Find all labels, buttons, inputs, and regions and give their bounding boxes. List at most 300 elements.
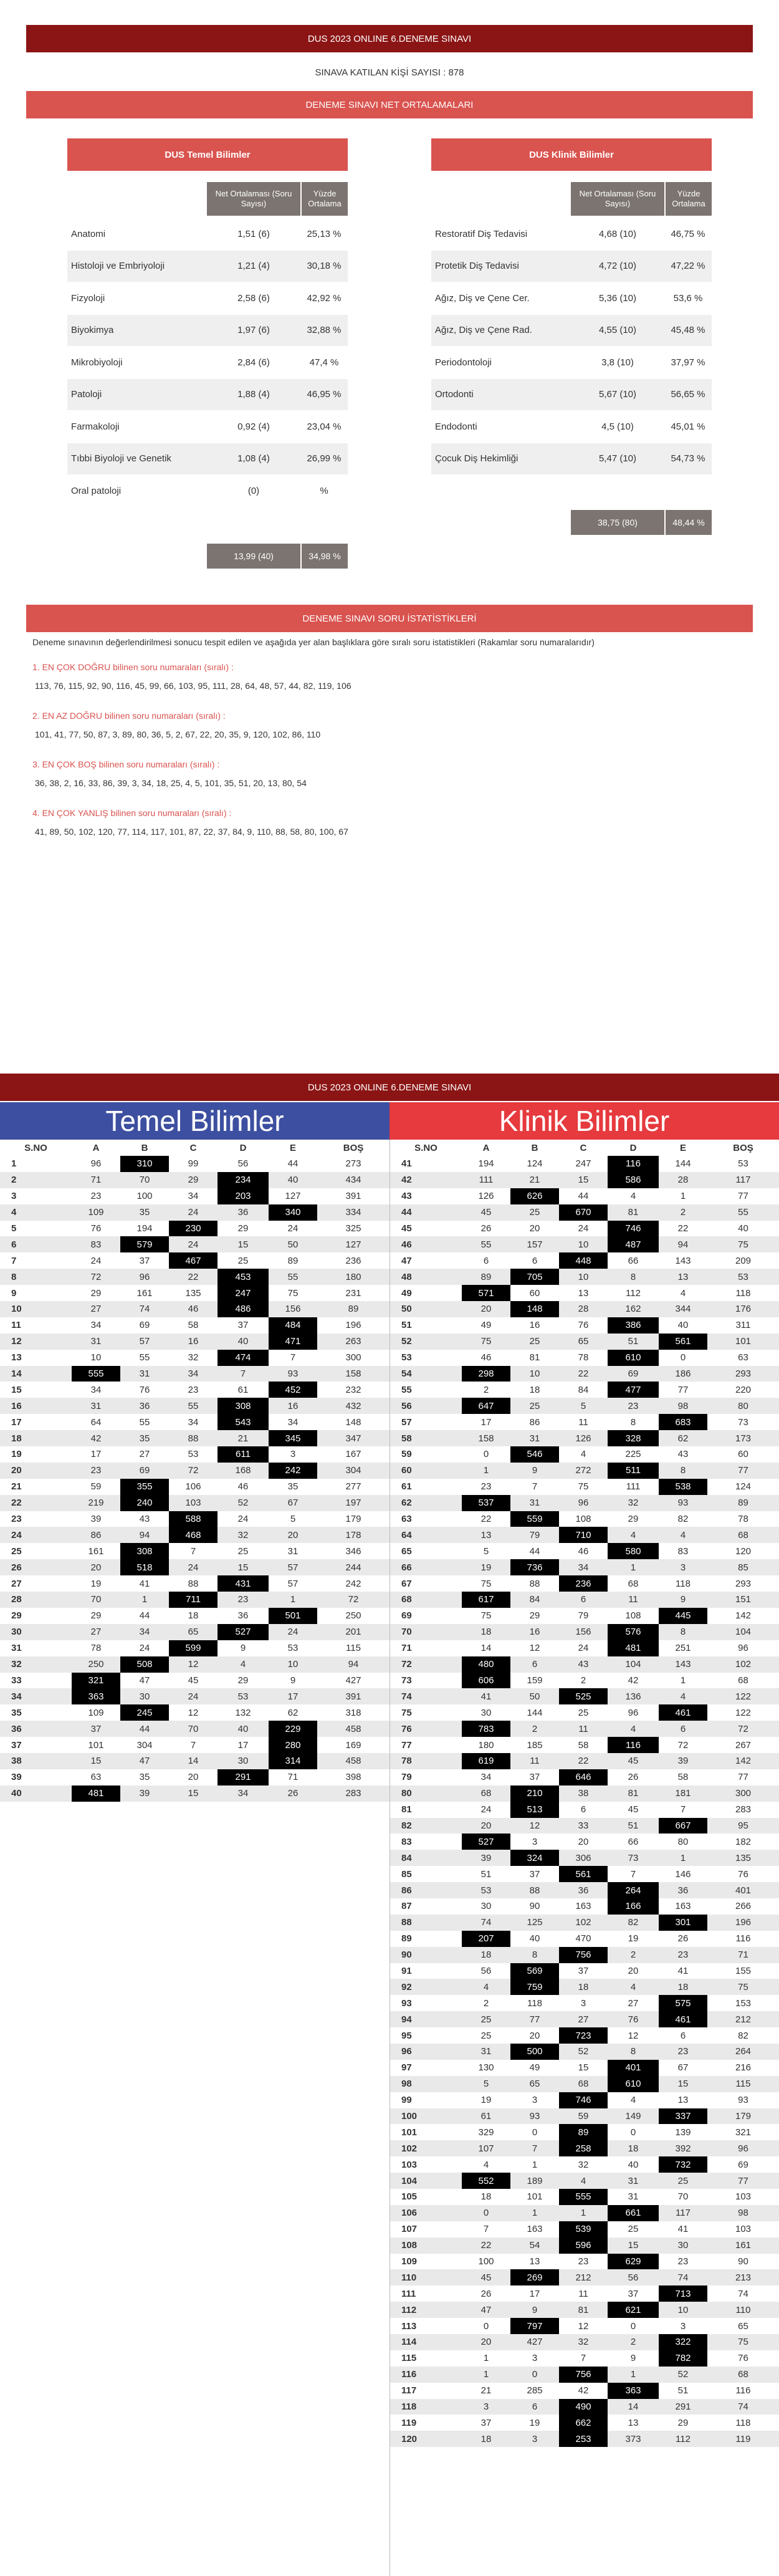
percent-average: %	[320, 485, 328, 496]
answer-count-d: 486	[217, 1301, 269, 1317]
blank-count: 273	[345, 1158, 361, 1170]
answer-count-e: 156	[269, 1301, 317, 1317]
answer-count-d: 96	[628, 1707, 639, 1718]
answer-count-e: 28	[659, 1172, 707, 1188]
answer-count-d: 373	[608, 2431, 659, 2447]
table-row	[0, 1688, 390, 1704]
answer-count-d: 13	[628, 2417, 639, 2428]
answer-count-b: 163	[527, 2224, 543, 2235]
col-header-a: A	[72, 1140, 120, 1156]
question-number: 59	[401, 1449, 412, 1460]
answer-count-d: 82	[608, 1915, 659, 1931]
table-row	[390, 1704, 779, 1721]
question-number: 103	[401, 2159, 418, 2170]
answer-count-d: 36	[217, 1204, 269, 1221]
blank-count: 196	[345, 1320, 361, 1331]
answer-count-c: 72	[169, 1463, 217, 1479]
answer-count-a: 1	[483, 2353, 489, 2364]
answer-count-e: 127	[285, 1191, 301, 1202]
blank-count: 277	[345, 1481, 361, 1492]
klinik-averages-card	[431, 138, 712, 171]
klinik-average-row	[431, 379, 712, 410]
answer-count-a: 22	[462, 2237, 510, 2254]
question-number: 65	[401, 1545, 412, 1557]
answer-count-c: 65	[169, 1624, 217, 1640]
col-header-e: E	[659, 1140, 707, 1156]
answer-count-a: 17	[90, 1449, 102, 1460]
answer-count-a: 37	[480, 2417, 492, 2428]
answer-count-a: 68	[462, 1785, 510, 1802]
question-number: 110	[390, 2269, 462, 2285]
answer-count-d: 37	[237, 1320, 249, 1331]
answer-count-a: 13	[462, 1527, 510, 1543]
answer-count-d: 23	[217, 1592, 269, 1608]
answer-count-b: 546	[510, 1446, 559, 1463]
answer-count-b: 20	[529, 2030, 540, 2041]
answer-count-b: 159	[527, 1675, 543, 1686]
answer-count-c: 34	[559, 1559, 608, 1575]
answer-count-c: 561	[559, 1866, 608, 1882]
answer-count-e: 3	[659, 1559, 707, 1575]
percent-average: 54,73 %	[671, 453, 705, 464]
answer-count-c: 43	[559, 1656, 608, 1673]
answer-count-c: 156	[559, 1624, 608, 1640]
answer-count-b: 797	[510, 2318, 559, 2334]
answer-count-e: 67	[269, 1495, 317, 1511]
answer-count-d: 21	[217, 1430, 269, 1446]
blank-count: 95	[707, 1818, 779, 1834]
answer-count-e: 139	[675, 2127, 691, 2138]
question-number: 29	[11, 1610, 22, 1622]
question-number: 90	[390, 1947, 462, 1963]
temel-col-pct: Yüzde Ortalama	[302, 182, 348, 216]
answer-count-e: 17	[269, 1688, 317, 1704]
table-row	[390, 1236, 779, 1252]
answer-count-d: 7	[630, 1868, 636, 1880]
answer-count-d: 32	[217, 1527, 269, 1543]
blank-count: 201	[317, 1624, 390, 1640]
subject-name: Tıbbi Biyoloji ve Genetik	[71, 453, 171, 464]
klinik-total	[571, 510, 712, 535]
question-number: 79	[401, 1772, 412, 1783]
answer-count-d: 4	[630, 2095, 636, 2106]
table-row	[0, 1236, 390, 1252]
answer-count-e: 471	[269, 1334, 317, 1350]
answer-count-c: 11	[578, 2288, 588, 2299]
table-row	[390, 1673, 779, 1689]
question-number: 38	[0, 1753, 72, 1769]
klinik-average-row	[431, 443, 712, 474]
temel-average-row	[67, 411, 348, 442]
answer-count-c: 58	[188, 1320, 199, 1331]
answer-count-b: 84	[510, 1592, 559, 1608]
blank-count: 77	[707, 1463, 779, 1479]
question-number: 75	[401, 1707, 412, 1718]
answer-count-c: 490	[559, 2399, 608, 2415]
answer-count-a: 783	[462, 1721, 510, 1737]
blank-count: 179	[345, 1514, 361, 1525]
table-row	[390, 2431, 779, 2447]
answer-count-e: 62	[659, 1430, 707, 1446]
blank-count: 127	[317, 1236, 390, 1252]
table-row	[390, 1252, 779, 1269]
blank-count: 69	[738, 2159, 748, 2170]
answer-count-d: 247	[217, 1285, 269, 1301]
answer-count-b: 44	[120, 1721, 169, 1737]
col-header-b: B	[120, 1140, 169, 1156]
answer-count-c: 15	[559, 1172, 608, 1188]
answer-count-b: 736	[510, 1559, 559, 1575]
stat-title-most-wrong: 4. EN ÇOK YANLIŞ bilinen soru numaraları (sıralı) :	[32, 808, 232, 818]
answer-count-d: 14	[608, 2399, 659, 2415]
table-row	[0, 1592, 390, 1608]
question-number: 93	[401, 1997, 412, 2009]
answer-count-d: 7	[217, 1366, 269, 1382]
col-header-d: D	[217, 1140, 269, 1156]
answer-count-b: 705	[510, 1269, 559, 1285]
percent-average: 30,18 %	[307, 261, 342, 271]
answer-count-b: 3	[510, 2431, 559, 2447]
answer-count-b: 3	[532, 1836, 538, 1847]
question-number: 70	[390, 1624, 462, 1640]
temel-table-header	[0, 1140, 390, 1156]
answer-count-b: 124	[527, 1158, 543, 1170]
answer-count-a: 250	[72, 1656, 120, 1673]
answer-count-c: 467	[169, 1252, 217, 1269]
answer-count-e: 445	[659, 1608, 707, 1624]
answer-count-d: 34	[217, 1785, 269, 1802]
blank-count: 85	[707, 1559, 779, 1575]
answer-count-a: 39	[90, 1514, 102, 1525]
answer-count-a: 1	[462, 2367, 510, 2383]
answer-count-a: 34	[480, 1772, 492, 1783]
answer-count-d: 0	[630, 2320, 636, 2332]
blank-count: 432	[317, 1398, 390, 1414]
answer-count-e: 117	[659, 2205, 707, 2221]
answer-count-c: 46	[169, 1301, 217, 1317]
answer-count-c: 22	[559, 1366, 608, 1382]
question-number: 9	[11, 1287, 17, 1299]
answer-count-d: 36	[237, 1610, 249, 1622]
answer-count-a: 76	[90, 1223, 102, 1234]
question-number: 11	[11, 1320, 21, 1331]
answer-count-a: 19	[90, 1578, 102, 1589]
answer-count-a: 606	[462, 1673, 510, 1689]
table-row	[390, 1866, 779, 1882]
answer-count-e: 36	[659, 1882, 707, 1898]
answer-count-b: 93	[510, 2108, 559, 2125]
table-row	[390, 1608, 779, 1624]
answer-count-b: 304	[136, 1739, 153, 1751]
answer-count-b: 144	[527, 1707, 543, 1718]
answer-count-d: 23	[608, 1398, 659, 1414]
klinik-average-row	[431, 315, 712, 346]
blank-count: 209	[735, 1255, 752, 1266]
table-row	[390, 1656, 779, 1673]
answer-count-a: 39	[462, 1850, 510, 1866]
blank-count: 80	[707, 1398, 779, 1414]
answer-count-d: 45	[628, 1804, 639, 1815]
answer-count-a: 55	[462, 1236, 510, 1252]
table-row	[390, 1527, 779, 1543]
answer-count-d: 168	[217, 1463, 269, 1479]
blank-count: 135	[707, 1850, 779, 1866]
answer-count-b: 324	[510, 1850, 559, 1866]
blank-count: 142	[707, 1753, 779, 1769]
net-average: 1,88 (4)	[237, 389, 270, 400]
table-row	[390, 1737, 779, 1753]
table-row	[390, 2285, 779, 2302]
answer-count-e: 344	[659, 1301, 707, 1317]
percent-average: 26,99 %	[307, 453, 342, 464]
answer-count-a: 46	[480, 1352, 492, 1363]
answer-count-b: 81	[529, 1352, 540, 1363]
answer-count-c: 22	[559, 1753, 608, 1769]
table-row	[390, 1382, 779, 1398]
table-row	[0, 1673, 390, 1689]
answer-count-e: 26	[269, 1785, 317, 1802]
answer-count-e: 667	[659, 1818, 707, 1834]
table-row	[390, 1269, 779, 1285]
answer-count-e: 112	[659, 2431, 707, 2447]
percent-average: 47,4 %	[309, 357, 339, 368]
answer-count-d: 4	[608, 1721, 659, 1737]
question-number: 22	[0, 1495, 72, 1511]
temel-average-row	[67, 282, 348, 314]
answer-count-c: 106	[185, 1481, 201, 1492]
blank-count: 63	[738, 1352, 748, 1363]
answer-count-e: 57	[287, 1578, 299, 1589]
answer-count-c: 723	[559, 2027, 608, 2044]
table-row	[0, 1334, 390, 1350]
answer-count-c: 89	[559, 2124, 608, 2140]
blank-count: 153	[735, 1997, 752, 2009]
answer-count-b: 24	[139, 1643, 150, 1654]
question-number: 33	[11, 1675, 22, 1686]
answer-count-a: 126	[478, 1191, 494, 1202]
answer-count-a: 24	[480, 1804, 492, 1815]
blank-count: 176	[707, 1301, 779, 1317]
question-number: 92	[390, 1979, 462, 1995]
answer-count-d: 30	[217, 1753, 269, 1769]
answer-count-d: 32	[608, 1495, 659, 1511]
klinik-answers-table	[390, 1140, 779, 2447]
table-row	[390, 1172, 779, 1188]
question-number: 77	[401, 1739, 412, 1751]
table-row	[390, 2173, 779, 2189]
answer-count-b: 759	[510, 1979, 559, 1995]
answer-count-c: 24	[169, 1236, 217, 1252]
answer-count-d: 61	[237, 1384, 249, 1395]
answer-count-d: 40	[217, 1334, 269, 1350]
blank-count: 101	[707, 1334, 779, 1350]
answer-count-c: 596	[559, 2237, 608, 2254]
table-row	[390, 1640, 779, 1656]
answer-count-b: 44	[139, 1610, 150, 1622]
answer-count-a: 15	[72, 1753, 120, 1769]
col-header-sno: S.NO	[390, 1140, 462, 1156]
blank-count: 122	[735, 1707, 752, 1718]
answer-count-a: 481	[72, 1785, 120, 1802]
question-number: 119	[401, 2417, 417, 2428]
answer-count-a: 25	[462, 2011, 510, 2027]
table-row	[0, 1737, 390, 1753]
blank-count: 213	[707, 2269, 779, 2285]
answer-count-d: 31	[608, 2173, 659, 2189]
table-row	[0, 1204, 390, 1221]
table-row	[0, 1575, 390, 1592]
answer-count-b: 34	[120, 1624, 169, 1640]
answer-count-e: 6	[680, 2030, 686, 2041]
stat-title-most-blank: 3. EN ÇOK BOŞ bilinen soru numaraları (sıralı) :	[32, 759, 220, 769]
blank-count: 116	[735, 1933, 751, 1944]
answer-count-e: 452	[269, 1382, 317, 1398]
answer-count-e: 52	[659, 2367, 707, 2383]
klinik-average-row	[431, 251, 712, 282]
net-average: 5,47 (10)	[598, 453, 637, 464]
table-row	[390, 1688, 779, 1704]
answer-count-e: 93	[659, 1495, 707, 1511]
answer-count-c: 5	[559, 1398, 608, 1414]
answers-banner-title: DUS 2023 ONLINE 6.DENEME SINAVI	[307, 1082, 472, 1093]
answer-count-b: 35	[120, 1430, 169, 1446]
answer-count-d: 586	[608, 1172, 659, 1188]
answer-count-d: 15	[217, 1559, 269, 1575]
blank-count: 72	[317, 1592, 390, 1608]
blank-count: 68	[707, 2367, 779, 2383]
question-number: 67	[401, 1578, 412, 1589]
question-number: 36	[0, 1721, 72, 1737]
blank-count: 458	[317, 1753, 390, 1769]
table-row	[0, 1656, 390, 1673]
question-number: 37	[11, 1739, 22, 1751]
net-average: 2,58 (6)	[237, 292, 270, 304]
blank-count: 98	[707, 2205, 779, 2221]
answer-count-a: 111	[462, 1172, 510, 1188]
answer-count-b: 16	[529, 1320, 540, 1331]
question-number: 76	[390, 1721, 462, 1737]
answer-count-e: 242	[269, 1463, 317, 1479]
blank-count: 78	[738, 1514, 748, 1525]
percent-average: 46,95 %	[307, 389, 342, 400]
answer-count-a: 31	[72, 1334, 120, 1350]
answer-count-d: 52	[217, 1495, 269, 1511]
answer-count-a: 1	[462, 1463, 510, 1479]
question-number: 97	[401, 2062, 412, 2074]
answer-count-e: 80	[677, 1836, 689, 1847]
answer-count-e: 72	[677, 1739, 689, 1751]
blank-count: 122	[707, 1688, 779, 1704]
answer-count-e: 713	[659, 2285, 707, 2302]
answer-count-b: 2	[510, 1721, 559, 1737]
answer-count-c: 18	[559, 1979, 608, 1995]
blank-count: 40	[738, 1223, 748, 1234]
temel-average-row	[67, 347, 348, 378]
answer-count-a: 527	[462, 1833, 510, 1850]
answer-count-c: 108	[575, 1514, 591, 1525]
blank-count: 242	[345, 1578, 361, 1589]
blank-count: 94	[317, 1656, 390, 1673]
answer-count-d: 29	[237, 1223, 249, 1234]
stats-title: DENEME SINAVI SORU İSTATİSTİKLERİ	[302, 613, 477, 624]
answer-count-c: 25	[578, 1707, 589, 1718]
question-number: 91	[401, 1965, 412, 1976]
blank-count: 55	[707, 1204, 779, 1221]
temel-averages-card	[67, 138, 348, 171]
answer-count-b: 513	[510, 1802, 559, 1818]
answer-count-a: 53	[462, 1882, 510, 1898]
answer-count-d: 610	[608, 2076, 659, 2092]
net-average: 5,67 (10)	[598, 389, 637, 400]
table-row	[390, 1753, 779, 1769]
answer-count-b: 245	[120, 1704, 169, 1721]
answer-count-b: 57	[120, 1334, 169, 1350]
answer-count-d: 291	[217, 1769, 269, 1785]
answer-count-d: 431	[217, 1575, 269, 1592]
answer-count-c: 2	[580, 1675, 586, 1686]
answer-count-c: 88	[169, 1430, 217, 1446]
blank-count: 74	[707, 2399, 779, 2415]
answer-count-c: 126	[559, 1430, 608, 1446]
answer-count-a: 100	[478, 2256, 494, 2267]
blank-count: 124	[735, 1481, 752, 1492]
answer-count-e: 13	[659, 1269, 707, 1285]
answer-count-c: 33	[559, 1818, 608, 1834]
answer-count-a: 30	[480, 1901, 492, 1912]
question-number: 101	[401, 2127, 418, 2138]
answer-count-c: 32	[188, 1352, 199, 1363]
answer-count-a: 2	[483, 1384, 489, 1395]
answer-count-a: 31	[462, 2044, 510, 2060]
question-number: 34	[0, 1688, 72, 1704]
table-row	[390, 2399, 779, 2415]
answer-count-a: 24	[90, 1255, 102, 1266]
table-row	[0, 1608, 390, 1624]
answer-count-c: 4	[559, 2173, 608, 2189]
temel-total-net: 13,99 (40)	[207, 544, 300, 569]
table-row	[390, 1204, 779, 1221]
table-row	[390, 2044, 779, 2060]
answer-count-e: 9	[659, 1592, 707, 1608]
answer-count-b: 31	[510, 1430, 559, 1446]
answer-count-d: 487	[608, 1236, 659, 1252]
table-row	[390, 1947, 779, 1963]
klinik-card-title: DUS Klinik Bilimler	[431, 138, 712, 171]
klinik-header-cells	[571, 182, 712, 216]
table-row	[390, 2415, 779, 2431]
answer-count-c: 1	[559, 2205, 608, 2221]
table-row	[0, 1285, 390, 1301]
answer-count-d: 203	[217, 1188, 269, 1204]
temel-average-row	[67, 218, 348, 249]
answer-count-e: 31	[287, 1545, 299, 1557]
answer-count-b: 31	[120, 1366, 169, 1382]
answer-count-d: 8	[608, 1269, 659, 1285]
answer-count-e: 25	[659, 2173, 707, 2189]
answer-count-e: 1	[269, 1592, 317, 1608]
answer-count-d: 81	[608, 1204, 659, 1221]
answer-count-c: 10	[559, 1236, 608, 1252]
answer-count-e: 23	[659, 2044, 707, 2060]
answer-count-e: 322	[659, 2334, 707, 2350]
question-number: 85	[401, 1868, 412, 1880]
answer-count-b: 20	[529, 1223, 540, 1234]
question-number: 24	[0, 1527, 72, 1543]
question-number: 78	[390, 1753, 462, 1769]
answer-count-c: 24	[578, 1223, 589, 1234]
answer-count-a: 75	[480, 1578, 492, 1589]
answer-count-b: 3	[532, 2095, 538, 2106]
